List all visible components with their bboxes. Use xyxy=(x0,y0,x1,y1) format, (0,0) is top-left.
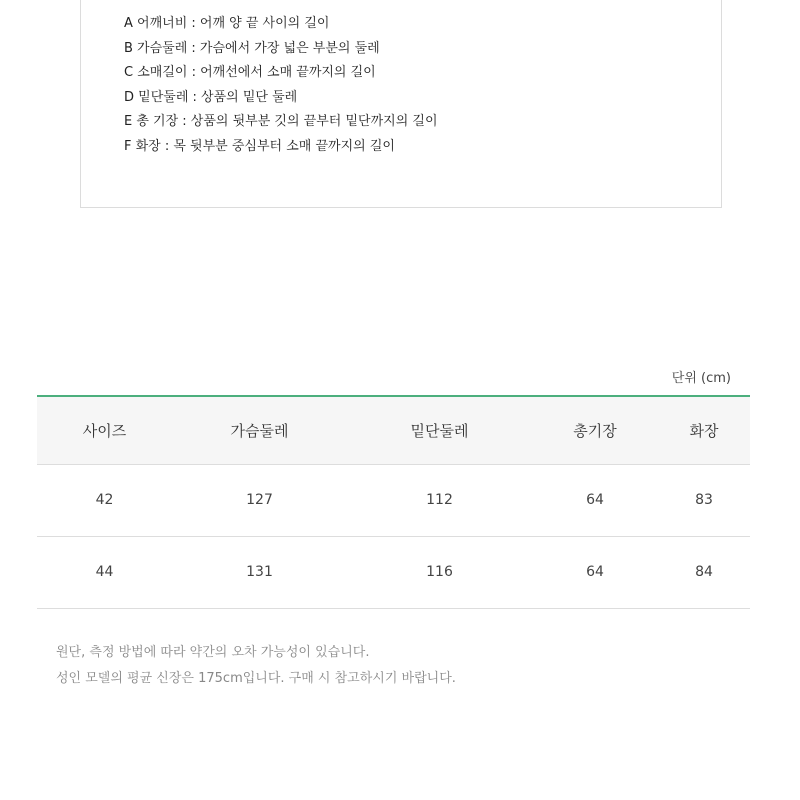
header-sleeve: 화장 xyxy=(689,421,719,440)
table-cell: 112 xyxy=(426,492,453,508)
table-header-row xyxy=(37,396,750,464)
table-cell: 116 xyxy=(426,564,453,580)
notes xyxy=(56,640,456,692)
measurement-definitions-list xyxy=(124,12,438,159)
table-cell: 64 xyxy=(586,492,604,508)
table-cell: 64 xyxy=(586,564,604,580)
unit-label: 단위 (cm) xyxy=(671,371,731,386)
table-row xyxy=(37,536,750,608)
definition-a: A 어깨너비 : 어깨 양 끝 사이의 길이 xyxy=(124,16,330,31)
definition-e: E 총 기장 : 상품의 뒷부분 깃의 끝부터 밑단까지의 길이 xyxy=(124,114,438,129)
header-size: 사이즈 xyxy=(82,421,127,440)
header-length: 총기장 xyxy=(573,421,617,440)
table-cell: 131 xyxy=(246,564,273,580)
table-cell: 42 xyxy=(95,492,114,508)
table-cell: 127 xyxy=(246,492,273,508)
definition-b: B 가슴둘레 : 가슴에서 가장 넓은 부분의 둘레 xyxy=(124,40,380,56)
table-row xyxy=(37,464,750,536)
definition-f: F 화장 : 목 뒷부분 중심부터 소매 끝까지의 길이 xyxy=(124,138,395,154)
measurement-definitions-box xyxy=(80,0,722,208)
note-tolerance: 원단, 측정 방법에 따라 약간의 오차 가능성이 있습니다. xyxy=(56,645,370,660)
table-cell: 44 xyxy=(95,564,114,580)
note-model-height: 성인 모델의 평균 신장은 175cm입니다. 구매 시 참고하시기 바랍니다. xyxy=(56,671,456,686)
header-hem: 밑단둘레 xyxy=(410,421,469,440)
size-table xyxy=(37,395,750,609)
definition-c: C 소매길이 : 어깨선에서 소매 끝까지의 길이 xyxy=(124,65,376,80)
header-chest: 가슴둘레 xyxy=(230,421,289,440)
table-cell: 83 xyxy=(695,492,713,508)
table-cell: 84 xyxy=(695,564,713,580)
definition-d: D 밑단둘레 : 상품의 밑단 둘레 xyxy=(124,89,298,105)
